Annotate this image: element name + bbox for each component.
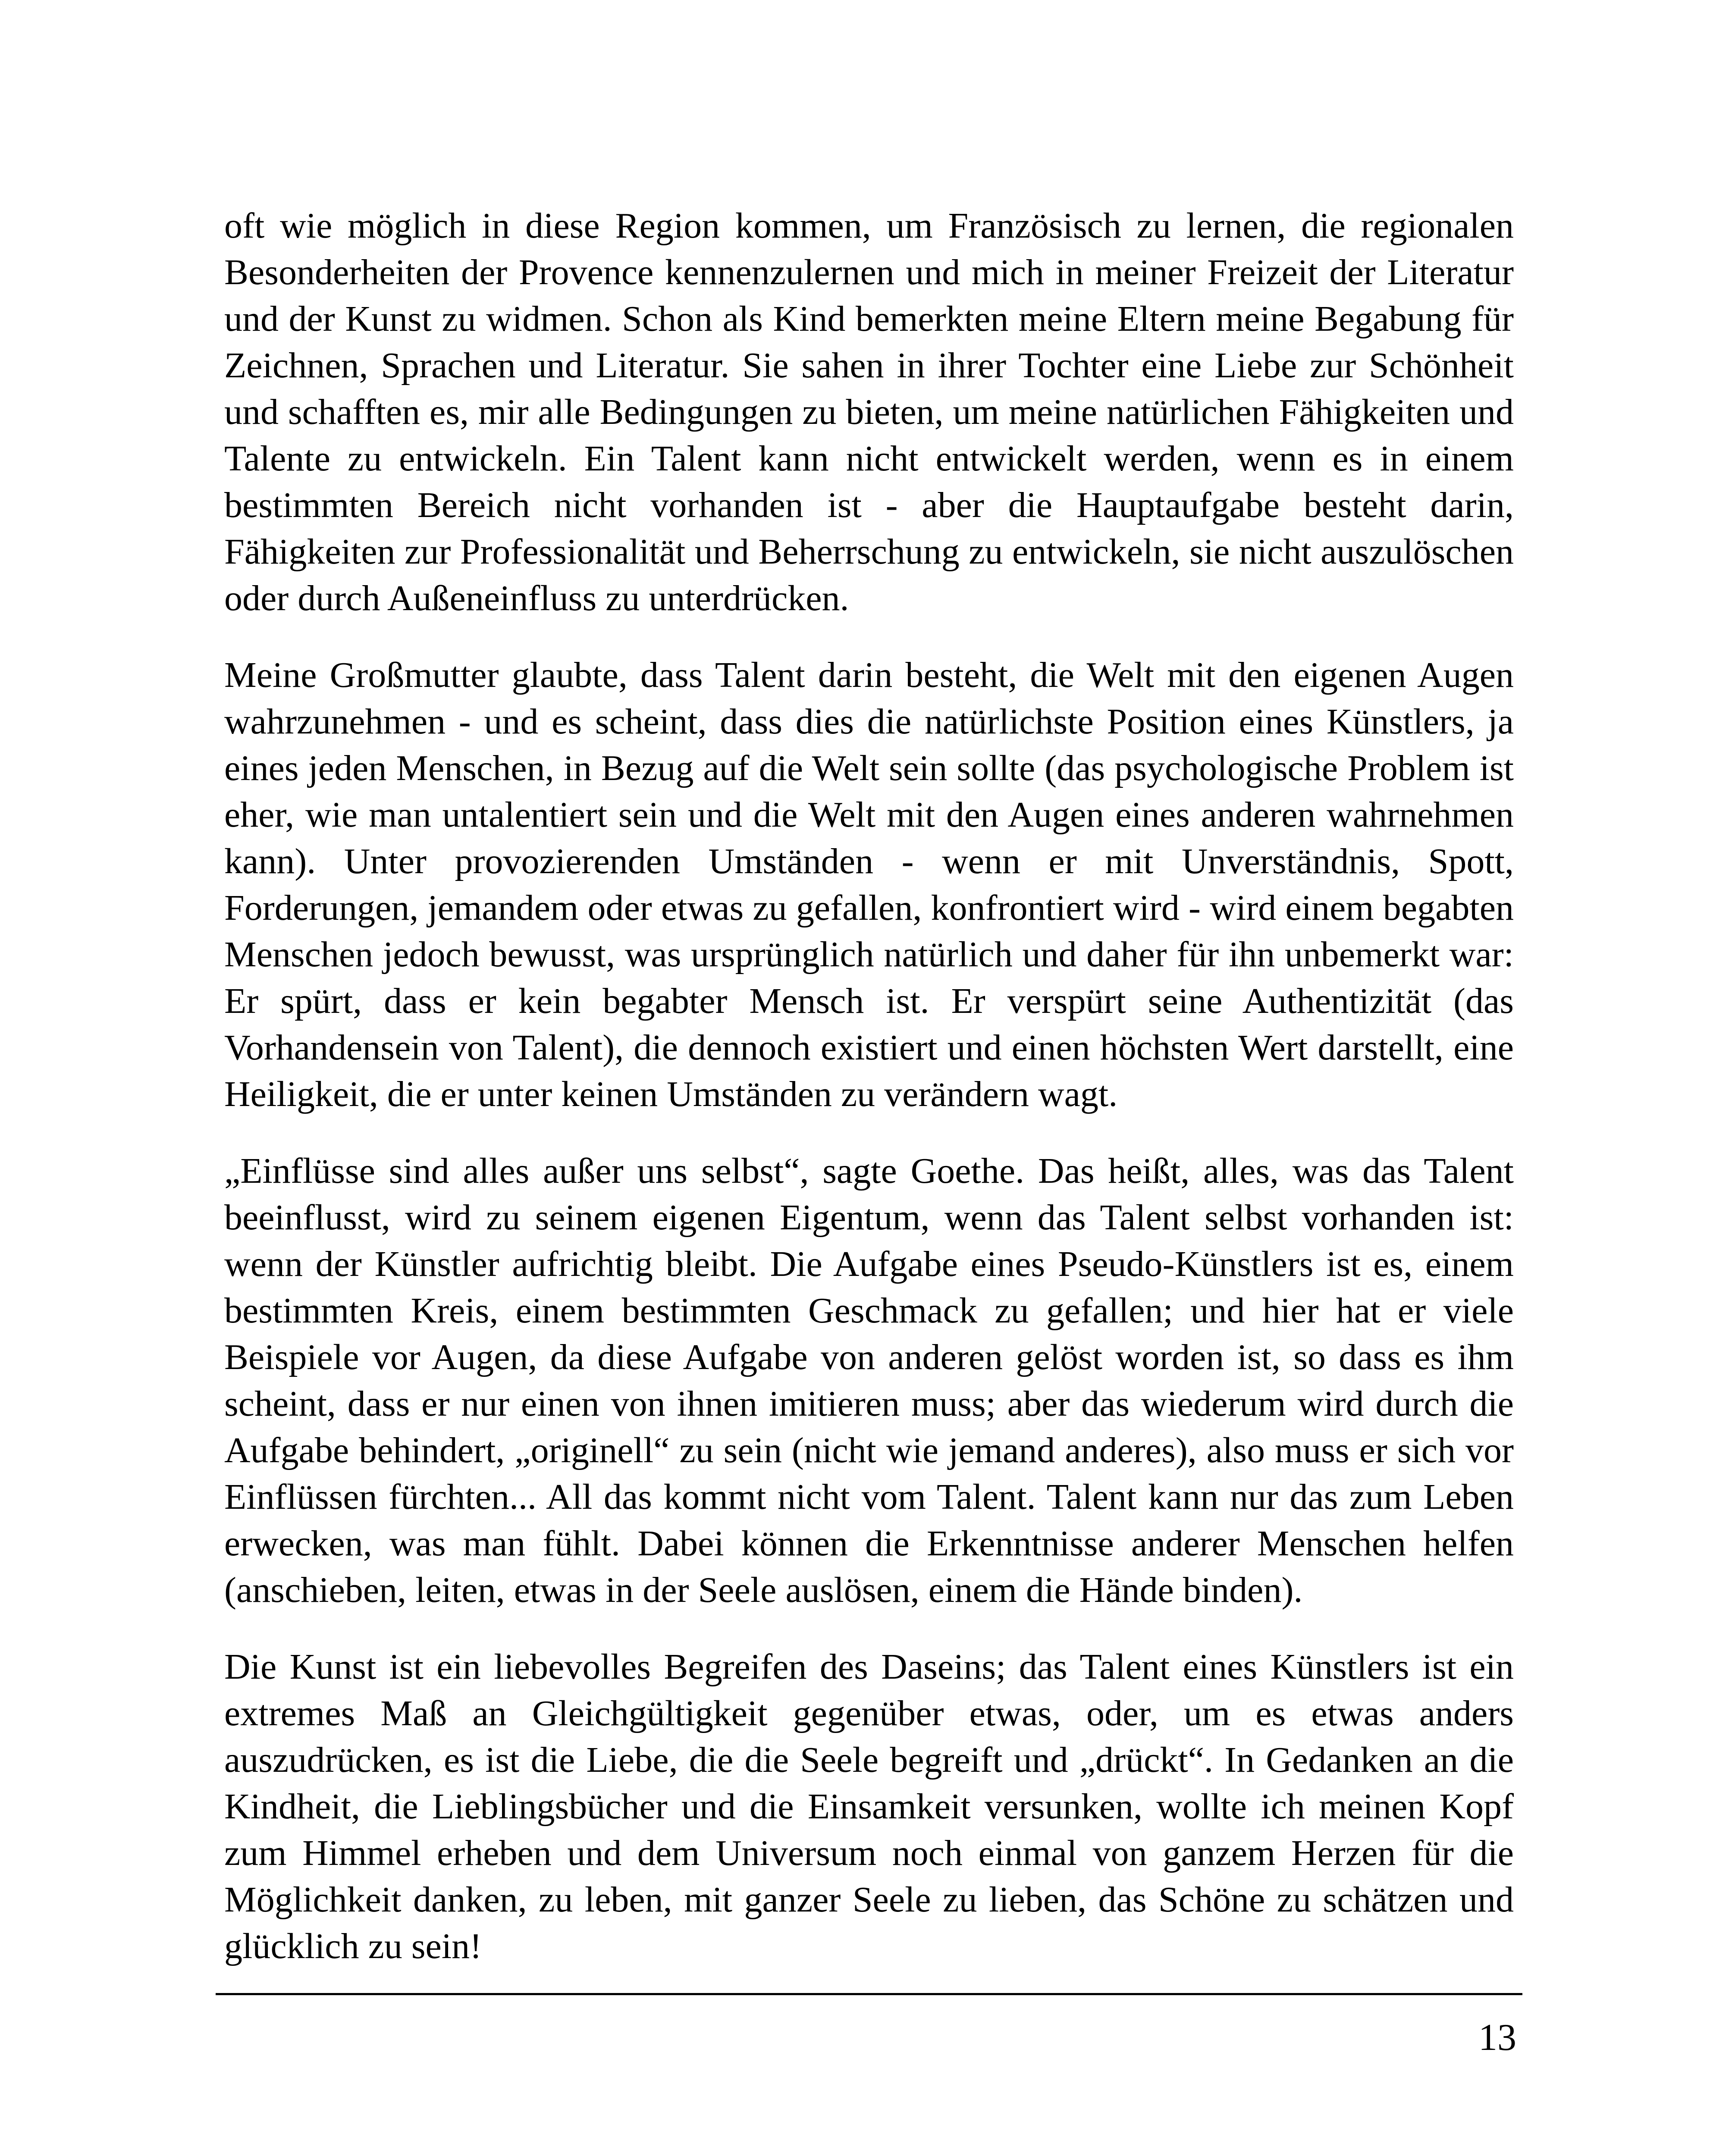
paragraph-3: „Einflüsse sind alles außer uns selbst“, sagte Goethe. Das heißt, alles, was das Talent beeinflusst, wird zu seinem eigenen Eigentum, wenn das Talent selbst vorhanden ist: wenn der Künstler aufrichtig bleibt. Die Aufgabe eines Pseudo-Künstlers ist es, einem bestimmten Kreis, einem bestimmten Geschmack zu gefallen; und hier hat er viele Beispiele vor Augen, da diese Aufgabe von anderen gelöst worden ist, so dass es ihm scheint, dass er nur einen von ihnen imitieren muss; aber das wiederum wird durch die Aufgabe behindert, „originell“ zu sein (nicht wie jemand anderes), also muss er sich vor Einflüssen fürchten... All das kommt nicht vom Talent. Talent kann nur das zum Leben erwecken, was man fühlt. Dabei können die Erkenntnisse anderer Menschen helfen (anschieben, leiten, etwas in der Seele auslösen, einem die Hände binden).	[224, 1151, 1514, 1610]
paragraph-2: Meine Großmutter glaubte, dass Talent darin besteht, die Welt mit den eigenen Augen wahrzunehmen - und es scheint, dass dies die natürlichste Position eines Künstlers, ja eines jeden Menschen, in Bezug auf die Welt sein sollte (das psychologische Problem ist eher, wie man untalentiert sein und die Welt mit den Augen eines anderen wahrnehmen kann). Unter provozierenden Umständen - wenn er mit Unverständnis, Spott, Forderungen, jemandem oder etwas zu gefallen, konfrontiert wird - wird einem begabten Menschen jedoch bewusst, was ursprünglich natürlich und daher für ihn unbemerkt war: Er spürt, dass er kein begabter Mensch ist. Er verspürt seine Authentizität (das Vorhandensein von Talent), die dennoch existiert und einen höchsten Wert darstellt, eine Heiligkeit, die er unter keinen Umständen zu verändern wagt.	[224, 655, 1514, 1114]
paragraph-1: oft wie möglich in diese Region kommen, um Französisch zu lernen, die regionalen Besonderheiten der Provence kennenzulernen und mich in meiner Freizeit der Literatur und der Kunst zu widmen. Schon als Kind bemerkten meine Eltern meine Begabung für Zeichnen, Sprachen und Literatur. Sie sahen in ihrer Tochter eine Liebe zur Schönheit und schafften es, mir alle Bedingungen zu bieten, um meine natürlichen Fähigkeiten und Talente zu entwickeln. Ein Talent kann nicht entwickelt werden, wenn es in einem bestimmten Bereich nicht vorhanden ist - aber die Hauptaufgabe besteht darin, Fähigkeiten zur Professionalität und Beherrschung zu entwickeln, sie nicht auszulöschen oder durch Außeneinfluss zu unterdrücken.	[224, 206, 1514, 618]
paragraph-4: Die Kunst ist ein liebevolles Begreifen des Daseins; das Talent eines Künstlers ist ein extremes Maß an Gleichgültigkeit gegenüber etwas, oder, um es etwas anders auszudrücken, es ist die Liebe, die die Seele begreift und „drückt“. In Gedanken an die Kindheit, die Lieblingsbücher und die Einsamkeit versunken, wollte ich meinen Kopf zum Himmel erheben und dem Universum noch einmal von ganzem Herzen für die Möglichkeit danken, zu leben, mit ganzer Seele zu lieben, das Schöne zu schätzen und glücklich zu sein!	[224, 1647, 1514, 1966]
body-text	[224, 203, 1514, 2000]
footer-divider	[216, 1993, 1522, 1995]
page-number: 13	[1478, 2017, 1516, 2059]
